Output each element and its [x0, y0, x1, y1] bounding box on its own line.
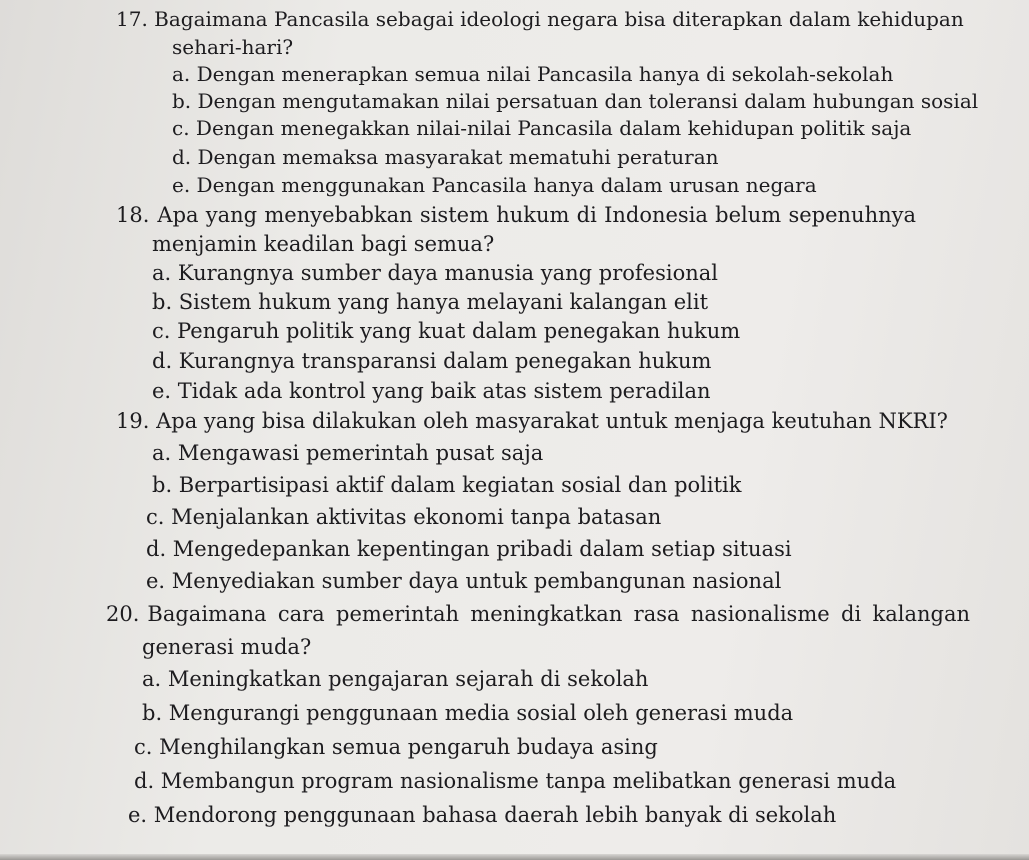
question-17-text: Bagaimana Pancasila sebagai ideologi negara bisa diterapkan dalam kehidupan: [154, 7, 964, 31]
question-18-option-c: c. Pengaruh politik yang kuat dalam penegakan hukum: [152, 319, 741, 343]
question-19-text: Apa yang bisa dilakukan oleh masyarakat untuk menjaga keutuhan NKRI?: [156, 409, 948, 433]
question-17-option-e: e. Dengan menggunakan Pancasila hanya dalam urusan negara: [172, 173, 817, 197]
question-17-option-c: c. Dengan menegakkan nilai-nilai Pancasila dalam kehidupan politik saja: [172, 116, 912, 140]
question-18-line2: menjamin keadilan bagi semua?: [152, 232, 495, 256]
question-19-number: 19.: [116, 409, 150, 433]
question-17-option-b: b. Dengan mengutamakan nilai persatuan dan toleransi dalam hubungan sosial: [172, 89, 979, 113]
page-bottom-edge: [0, 854, 1029, 860]
question-20-line1: [106, 601, 970, 627]
question-20-option-b: b. Mengurangi penggunaan media sosial oleh generasi muda: [142, 701, 794, 725]
question-20-option-a: a. Meningkatkan pengajaran sejarah di sekolah: [142, 667, 649, 691]
question-17-option-d: d. Dengan memaksa masyarakat mematuhi peraturan: [172, 145, 719, 169]
question-17-line1: [116, 6, 964, 32]
question-18-option-a: a. Kurangnya sumber daya manusia yang profesional: [152, 261, 718, 285]
question-19-option-c: c. Menjalankan aktivitas ekonomi tanpa batasan: [146, 505, 662, 529]
question-19-option-a: a. Mengawasi pemerintah pusat saja: [152, 441, 544, 465]
question-20-option-e: e. Mendorong penggunaan bahasa daerah lebih banyak di sekolah: [128, 803, 837, 827]
question-19-option-e: e. Menyediakan sumber daya untuk pembangunan nasional: [146, 569, 782, 593]
question-17-option-a: a. Dengan menerapkan semua nilai Pancasila hanya di sekolah-sekolah: [172, 62, 894, 86]
question-20-option-c: c. Menghilangkan semua pengaruh budaya asing: [134, 735, 658, 759]
question-20-option-d: d. Membangun program nasionalisme tanpa melibatkan generasi muda: [134, 769, 897, 793]
question-18-option-e: e. Tidak ada kontrol yang baik atas sistem peradilan: [152, 379, 711, 403]
question-17-number: 17.: [116, 7, 148, 31]
question-18-number: 18.: [116, 203, 150, 227]
question-18-option-b: b. Sistem hukum yang hanya melayani kalangan elit: [152, 290, 709, 314]
question-17-line2: sehari-hari?: [172, 35, 294, 59]
question-18-line1: [116, 202, 916, 228]
question-18-text: Apa yang menyebabkan sistem hukum di Indonesia belum sepenuhnya: [157, 203, 916, 227]
question-20-line2: generasi muda?: [142, 635, 312, 659]
question-20-number: 20.: [106, 602, 140, 626]
question-19-option-d: d. Mengedepankan kepentingan pribadi dalam setiap situasi: [146, 537, 792, 561]
question-19-line1: [116, 408, 948, 434]
question-20-text: Bagaimana cara pemerintah meningkatkan rasa nasionalisme di kalangan: [147, 602, 970, 626]
question-18-option-d: d. Kurangnya transparansi dalam penegakan hukum: [152, 349, 712, 373]
question-19-option-b: b. Berpartisipasi aktif dalam kegiatan sosial dan politik: [152, 473, 742, 497]
